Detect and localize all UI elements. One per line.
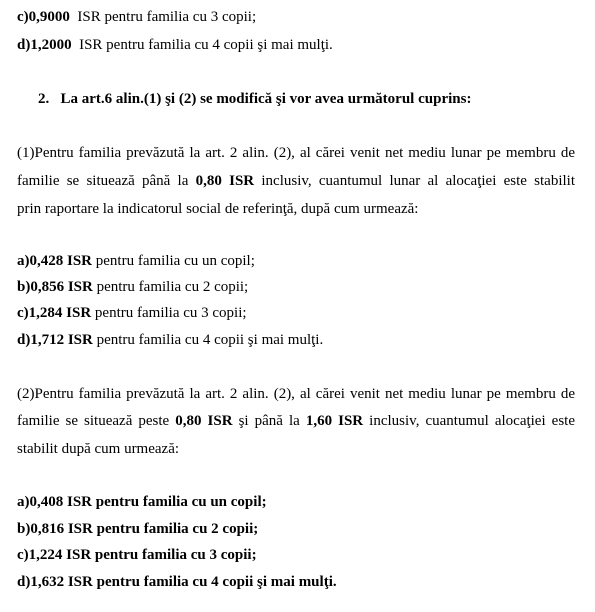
- list2-item-b: [17, 520, 258, 538]
- top-list-item-c: [17, 8, 256, 26]
- item-key: b)0,856 ISR: [17, 279, 93, 295]
- para1-line3: prin raportare la indicatorul social de referinţă, după cum urmează:: [17, 201, 419, 217]
- item-key: d)1,2000: [17, 37, 72, 53]
- list1-item-c: [17, 304, 247, 322]
- item-key: a)0,428 ISR: [17, 253, 93, 269]
- section-heading: 2. La art.6 alin.(1) şi (2) se modifică şi vor avea următorul cuprins:: [38, 91, 472, 107]
- text-fragment: familie se situează până la: [17, 173, 196, 189]
- text-fragment: inclusiv, cuantumul lunar al alocaţiei este stabilit: [254, 173, 576, 189]
- text-fragment: inclusiv, cuantumul alocaţiei este: [363, 413, 575, 429]
- bold-value: 0,80 ISR: [195, 173, 255, 189]
- item-key: c)1,284 ISR: [17, 305, 92, 321]
- top-list-item-d: [17, 36, 333, 54]
- item-key: d)1,712 ISR: [17, 332, 93, 348]
- item-key: c)1,224: [17, 547, 63, 563]
- para1-line2: [17, 172, 575, 190]
- text-fragment: familie se situează peste: [17, 413, 176, 429]
- item-text: ISR pentru familia cu 4 copii şi mai mulţi.: [64, 574, 337, 590]
- text-fragment: şi până la: [232, 413, 306, 429]
- list2-item-c: [17, 546, 257, 564]
- list2-item-a: [17, 493, 267, 511]
- item-key: b)0,816: [17, 521, 65, 537]
- item-text: pentru familia cu 3 copii;: [91, 305, 247, 321]
- para2-line3: stabilit după cum urmează:: [17, 441, 180, 457]
- item-text: ISR pentru familia cu un copil;: [63, 494, 267, 510]
- para2-line1: (2)Pentru familia prevăzută la art. 2 alin. (2), al cărei venit net mediu lunar pe membru de: [17, 386, 575, 402]
- bold-value: 1,60 ISR: [305, 413, 364, 429]
- para1-line1: (1)Pentru familia prevăzută la art. 2 alin. (2), al cărei venit net mediu lunar pe membru de: [17, 145, 575, 161]
- item-text: pentru familia cu 2 copii;: [92, 279, 249, 295]
- item-key: a)0,408: [17, 494, 64, 510]
- item-key: d)1,632: [17, 574, 65, 590]
- item-text: ISR pentru familia cu 3 copii;: [62, 547, 257, 563]
- item-text: pentru familia cu un copil;: [92, 253, 255, 269]
- item-text: ISR pentru familia cu 3 copii;: [77, 9, 257, 25]
- item-text: ISR pentru familia cu 2 copii;: [64, 521, 259, 537]
- bold-value: 0,80 ISR: [175, 413, 233, 429]
- list1-item-a: [17, 252, 255, 270]
- item-text: pentru familia cu 4 copii şi mai mulţi.: [92, 332, 324, 348]
- list2-item-d: [17, 573, 337, 591]
- item-key: c)0,9000: [17, 9, 70, 25]
- list1-item-b: [17, 278, 248, 296]
- para2-line2: [17, 412, 575, 430]
- item-text: ISR pentru familia cu 4 copii şi mai mulţi.: [79, 37, 333, 53]
- list1-item-d: [17, 331, 323, 349]
